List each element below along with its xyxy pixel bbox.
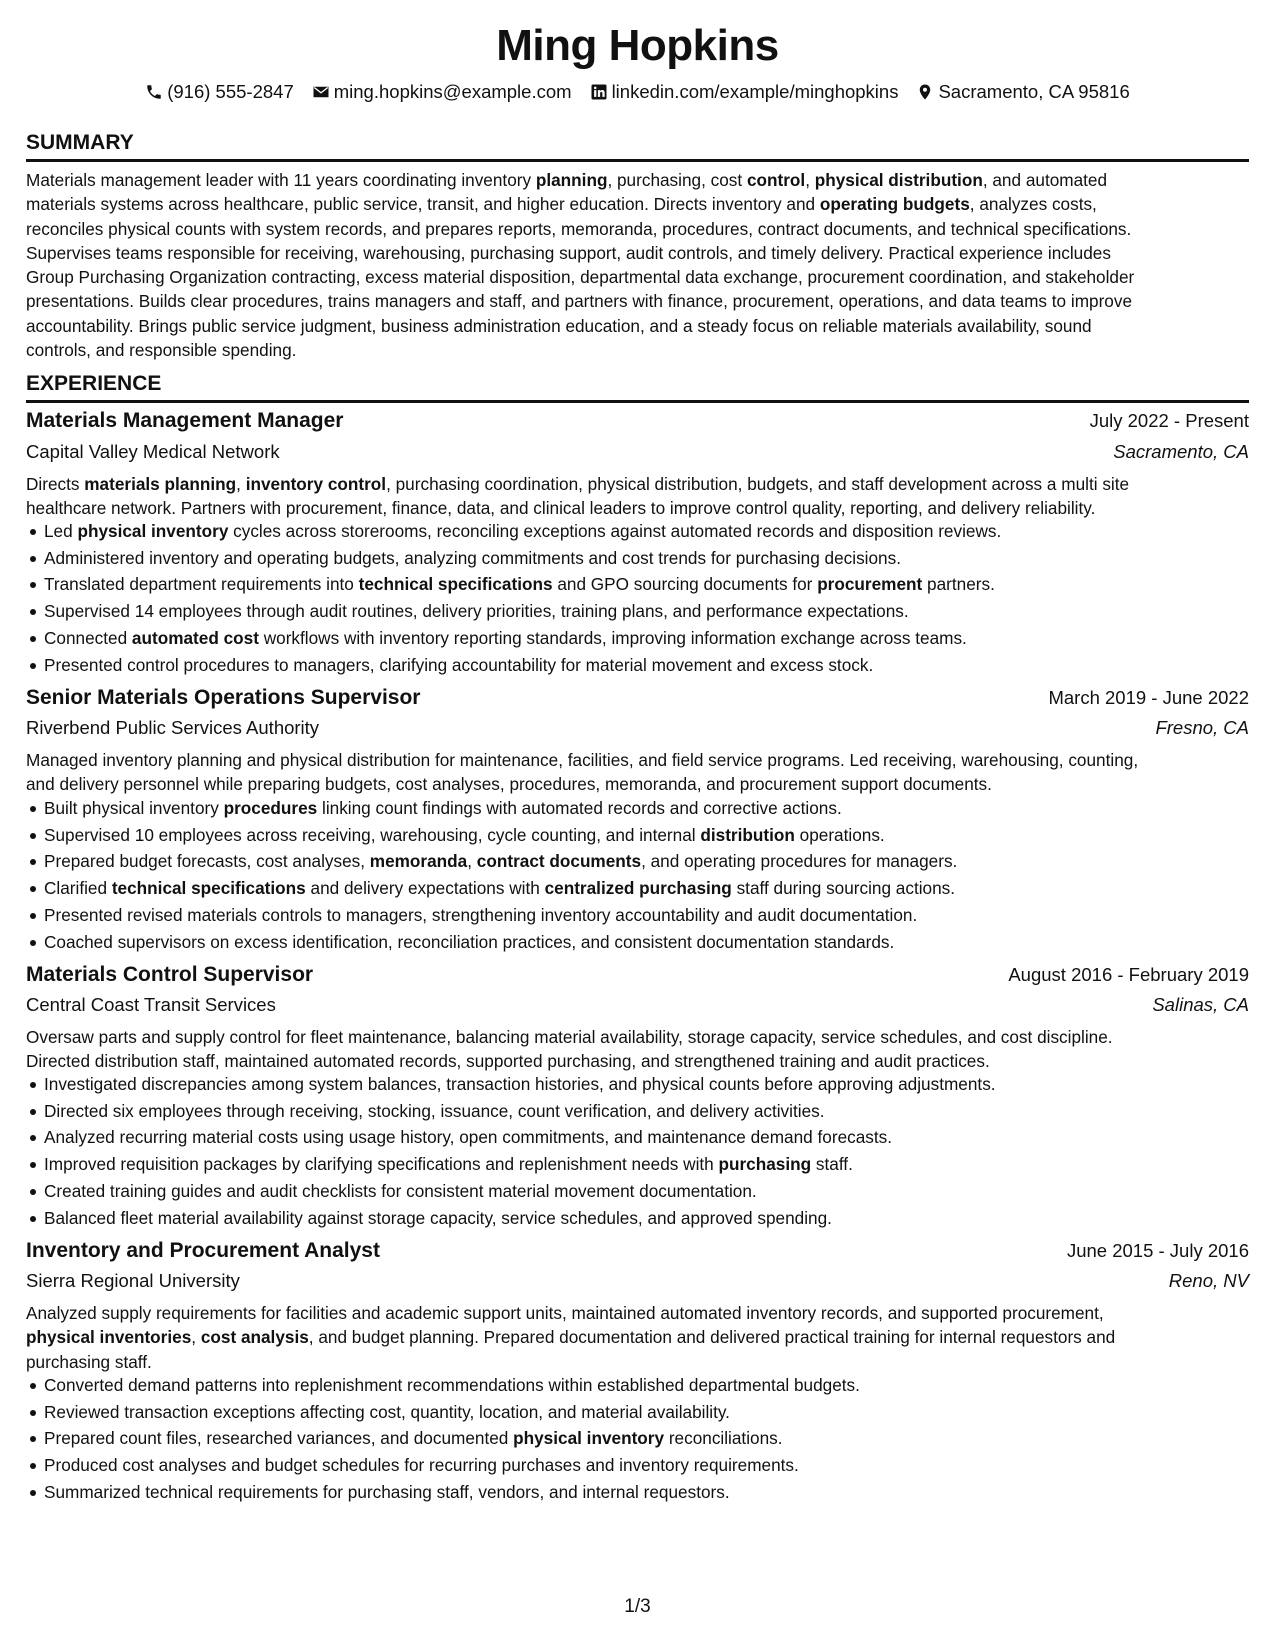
linkedin-text[interactable]: linkedin.com/example/minghopkins — [611, 81, 899, 102]
text-run: Managed inventory planning and physical distribution for maintenance, facilities, and field service programs. Led receiving, warehousing, counting, and delivery personnel while preparing budgets, cost analyses, procedures, memoranda, and procurement support documents. — [26, 750, 1139, 795]
job-dates: July 2022 - Present — [1089, 410, 1249, 431]
linkedin-icon — [590, 83, 608, 101]
bullet-item — [26, 1452, 1246, 1479]
job-description — [26, 1025, 1256, 1074]
emphasis-text: physical inventory — [513, 1428, 665, 1449]
text-run: reconciliations. — [664, 1428, 783, 1449]
text-run: Connected — [44, 627, 132, 648]
job-title: Inventory and Procurement Analyst — [26, 1239, 380, 1262]
job-bullets — [26, 518, 1246, 678]
text-run: , and automated materials systems across healthcare, public service, transit, and higher education. Directs inventory and — [26, 170, 1108, 215]
job-bullets — [26, 795, 1246, 955]
text-run: Summarized technical requirements for purchasing staff, vendors, and internal requestors. — [44, 1481, 730, 1502]
job-location: Salinas, CA — [1152, 994, 1249, 1015]
text-run: operations. — [794, 824, 885, 845]
experience-heading: EXPERIENCE — [26, 372, 162, 395]
emphasis-text: automated cost — [131, 627, 259, 648]
bullet-item — [26, 571, 1246, 598]
text-run: Prepared count files, researched variances, and documented — [44, 1428, 514, 1449]
bullet-item — [26, 875, 1246, 902]
job-bullets — [26, 1372, 1246, 1506]
text-run: Prepared budget forecasts, cost analyses, — [44, 851, 370, 872]
text-run: Converted demand patterns into replenishment recommendations within established departmental budgets. — [44, 1375, 860, 1395]
bullet-item — [26, 625, 1246, 652]
text-run: linking count findings with automated records and corrective actions. — [317, 798, 842, 818]
emphasis-text: distribution — [700, 824, 795, 845]
experience-divider — [26, 400, 1249, 403]
text-run: Translated department requirements into — [44, 574, 359, 595]
text-run: workflows with inventory reporting standards, improving information exchange across teams. — [258, 627, 967, 648]
text-run: Oversaw parts and supply control for fleet maintenance, balancing material availability, storage capacity, service schedules, and cost discipline. Directed distribution staff, maintained automated records, supported purchasing, and strengthened training and audit practices. — [26, 1027, 1113, 1072]
summary-text — [26, 168, 1256, 362]
text-run: Directs — [26, 474, 85, 494]
text-run: Built physical inventory — [44, 798, 224, 818]
emphasis-text: contract documents — [476, 851, 642, 872]
text-run: , and operating procedures for managers. — [641, 851, 958, 872]
emphasis-text: technical specifications — [111, 878, 306, 899]
emphasis-text: purchasing — [718, 1154, 812, 1175]
job-title: Senior Materials Operations Supervisor — [26, 686, 421, 709]
text-run: and delivery expectations with — [305, 878, 545, 899]
text-run: , purchasing, cost — [607, 170, 747, 190]
emphasis-text: procurement — [817, 574, 923, 595]
job-organization: Sierra Regional University — [26, 1270, 240, 1291]
emphasis-text: memoranda — [369, 851, 468, 872]
job-description — [26, 472, 1256, 521]
text-run: Led — [44, 521, 78, 541]
contact-bar — [0, 78, 1275, 106]
emphasis-text: inventory control — [245, 474, 387, 494]
job-description — [26, 748, 1256, 797]
bullet-item — [26, 848, 1246, 875]
job-title: Materials Control Supervisor — [26, 963, 314, 986]
job-bullets — [26, 1071, 1246, 1231]
bullet-item — [26, 1124, 1246, 1151]
bullet-item — [26, 902, 1246, 929]
text-run: , — [191, 1327, 201, 1348]
job-location: Fresno, CA — [1155, 717, 1249, 738]
text-run: Clarified — [44, 878, 112, 899]
bullet-item — [26, 822, 1246, 849]
bullet-item — [26, 1479, 1246, 1506]
text-run: staff. — [811, 1154, 853, 1175]
text-run: Presented revised materials controls to managers, strengthening inventory accountability and audit documentation. — [44, 904, 918, 925]
text-run: Produced cost analyses and budget schedules for recurring purchases and inventory requirements. — [44, 1455, 799, 1476]
job-title: Materials Management Manager — [26, 409, 344, 432]
phone-text: (916) 555-2847 — [167, 81, 294, 102]
emphasis-text: technical specifications — [358, 574, 553, 595]
emphasis-text: cost analysis — [200, 1327, 309, 1348]
emphasis-text: materials planning — [84, 474, 237, 494]
text-run: Administered inventory and operating budgets, analyzing commitments and cost trends for purchasing decisions. — [44, 547, 901, 568]
map-pin-icon — [916, 83, 934, 101]
bullet-item — [26, 1205, 1246, 1232]
emphasis-text: procedures — [223, 798, 318, 818]
text-run: , — [805, 170, 815, 190]
text-run: Analyzed supply requirements for facilities and academic support units, maintained automated inventory records, and supported procurement, — [26, 1303, 1104, 1323]
job-dates: June 2015 - July 2016 — [1066, 1240, 1249, 1261]
bullet-item — [26, 1151, 1246, 1178]
contact-phone — [145, 81, 294, 103]
text-run: Directed six employees through receiving, stocking, issuance, count verification, and delivery activities. — [44, 1100, 825, 1121]
text-run: , — [467, 851, 477, 872]
emphasis-text: control — [746, 170, 806, 190]
text-run: Reviewed transaction exceptions affecting cost, quantity, location, and material availability. — [44, 1401, 730, 1422]
page-number: 1/3 — [624, 1596, 651, 1617]
emphasis-text: operating budgets — [819, 194, 970, 215]
contact-linkedin[interactable] — [590, 81, 899, 103]
emphasis-text: physical inventory — [77, 521, 229, 541]
bullet-item — [26, 1098, 1246, 1125]
bullet-item — [26, 1372, 1246, 1399]
job-organization: Central Coast Transit Services — [26, 994, 276, 1015]
bullet-item — [26, 1178, 1246, 1205]
text-run: , purchasing coordination, physical distribution, budgets, and staff development across a multi site healthcare network. Partners with procurement, finance, data, and clinical leaders to improve control quality, reporting, and delivery reliability. — [26, 474, 1130, 519]
text-run: Supervised 10 employees across receiving, warehousing, cycle counting, and internal — [44, 824, 701, 845]
text-run: and GPO sourcing documents for — [552, 574, 818, 595]
bullet-item — [26, 518, 1246, 545]
job-dates: August 2016 - February 2019 — [1008, 964, 1249, 985]
text-run: Materials management leader with 11 years coordinating inventory — [26, 170, 536, 190]
text-run: Analyzed recurring material costs using usage history, open commitments, and maintenance demand forecasts. — [44, 1127, 893, 1148]
summary-heading: SUMMARY — [26, 131, 134, 154]
bullet-item — [26, 545, 1246, 572]
emphasis-text: physical inventories — [26, 1327, 192, 1348]
text-run: cycles across storerooms, reconciling exceptions against automated records and disposition reviews. — [228, 521, 1002, 541]
text-run: Balanced fleet material availability against storage capacity, service schedules, and approved spending. — [44, 1207, 832, 1228]
bullet-item — [26, 652, 1246, 679]
text-run: Created training guides and audit checklists for consistent material movement documentation. — [44, 1180, 757, 1201]
text-run: staff during sourcing actions. — [731, 878, 956, 899]
text-run: Coached supervisors on excess identification, reconciliation practices, and consistent documentation standards. — [44, 931, 895, 952]
bullet-item — [26, 1071, 1246, 1098]
phone-icon — [145, 83, 163, 101]
email-text[interactable]: ming.hopkins@example.com — [333, 81, 572, 102]
job-dates: March 2019 - June 2022 — [1048, 687, 1249, 708]
bullet-item — [26, 929, 1246, 956]
text-run: , analyzes costs, reconciles physical counts with system records, and prepares reports, memoranda, procedures, contract documents, and technical specifications. Supervises teams responsible for receiving, warehousing, purchasing support, audit controls, and timely delivery. Practical experience includes Group Purchasing Organization contracting, excess material disposition, departmental data exchange, procurement coordination, and stakeholder presentations. Builds clear procedures, trains managers and staff, and partners with finance, procurement, operations, and data teams to improve accountability. Brings public service judgment, business administration education, and a steady focus on reliable materials availability, sound controls, and responsible spending. — [26, 194, 1135, 361]
contact-location — [916, 81, 1129, 103]
text-run: , — [236, 474, 246, 494]
candidate-name: Ming Hopkins — [496, 21, 779, 70]
bullet-item — [26, 1425, 1246, 1452]
job-description — [26, 1301, 1256, 1374]
job-organization: Riverbend Public Services Authority — [26, 717, 320, 738]
bullet-item — [26, 1399, 1246, 1426]
location-text: Sacramento, CA 95816 — [938, 81, 1130, 102]
text-run: , and budget planning. Prepared documentation and delivered practical training for internal requestors and purchasing staff. — [26, 1327, 1116, 1372]
summary-divider — [26, 159, 1249, 162]
text-run: Investigated discrepancies among system balances, transaction histories, and physical counts before approving adjustments. — [44, 1074, 996, 1094]
text-run: partners. — [922, 574, 995, 595]
job-location: Reno, NV — [1168, 1270, 1249, 1291]
bullet-item — [26, 795, 1246, 822]
job-organization: Capital Valley Medical Network — [26, 441, 280, 462]
contact-email[interactable] — [312, 81, 572, 103]
text-run: Supervised 14 employees through audit routines, delivery priorities, training plans, and performance expectations. — [44, 601, 909, 622]
text-run: Presented control procedures to managers, clarifying accountability for material movement and excess stock. — [44, 654, 874, 675]
job-location: Sacramento, CA — [1113, 441, 1249, 462]
text-run: Improved requisition packages by clarifying specifications and replenishment needs with — [44, 1154, 719, 1175]
envelope-icon — [312, 83, 330, 101]
emphasis-text: centralized purchasing — [544, 878, 732, 899]
emphasis-text: physical distribution — [814, 170, 983, 190]
emphasis-text: planning — [535, 170, 608, 190]
bullet-item — [26, 598, 1246, 625]
